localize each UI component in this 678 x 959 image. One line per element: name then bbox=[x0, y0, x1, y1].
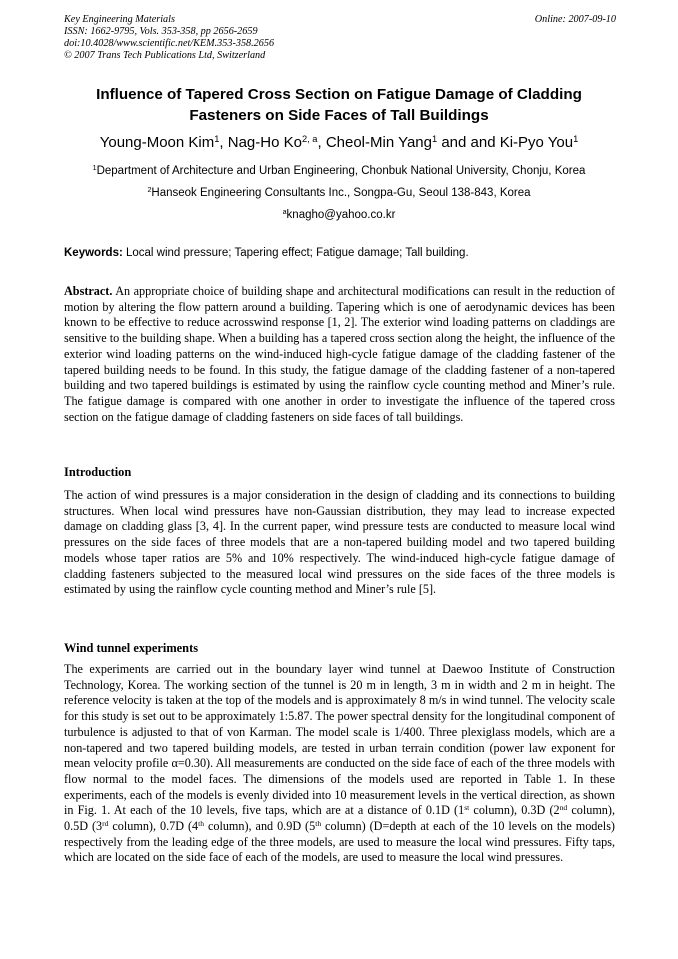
keywords bbox=[64, 246, 624, 261]
author-name: Cheol-Min Yang bbox=[325, 134, 432, 151]
ordinal-suffix: nd bbox=[559, 803, 568, 813]
wind-tunnel-paragraph bbox=[64, 662, 615, 866]
affiliation-1 bbox=[30, 164, 648, 178]
email-text: knagho@yahoo.co.kr bbox=[286, 209, 396, 221]
paragraph-text: column), 0.3D (2 bbox=[469, 803, 560, 818]
ordinal-suffix: rd bbox=[102, 818, 109, 828]
abstract-label: Abstract. bbox=[64, 284, 113, 298]
paragraph-text: The experiments are carried out in the boundary layer wind tunnel at Daewoo Institute of Construction Technology, Korea. The working section of the tunnel is 20 m in length, 3 m in width and 2 m in height. The reference velocity is taken at the top of the models and is approximately 8 m/s in wind tunnel. The velocity scale for this study is set out to be approximately 1:5.87. The power spectral density for the longitudinal component of turbulence is adjusted to that of von Karman. The model scale is 1/400. Three plexiglass models, which are a non-tapered and two tapered building models, are tested in urban terrain condition (power law exponent for mean velocity profile bbox=[64, 662, 615, 771]
paragraph-text: column) (D=depth at each of the 10 levels on the models) respectively from the leading edge of the three models, are used to measure the local wind pressures. Fifty taps, which are located on the side face of each of the models, are used to measure the local wind pressures. bbox=[64, 819, 615, 865]
author-separator: and and bbox=[437, 134, 500, 151]
author-affiliation-mark: 1 bbox=[431, 133, 438, 144]
paragraph-text: column), and 0.9D (5 bbox=[204, 819, 316, 834]
author-separator: , bbox=[219, 134, 228, 151]
affiliation-text: Hanseok Engineering Consultants Inc., Songpa-Gu, Seoul 138-843, Korea bbox=[151, 187, 531, 199]
ordinal-suffix: th bbox=[315, 818, 322, 828]
abstract-text: An appropriate choice of building shape and architectural modifications can result in the reduction of motion by altering the flow pattern around a building. Tapering which is one of aerodynamic devices has been known to be effective to reduce acrosswind response [1, 2]. The exterior wind loading patterns on claddings are sensitive to the building shape. When a building has a tapered cross section along the height, the influence of the exterior wind loading patterns on the wind-induced high-cycle fatigue damage of the cladding fastener of the tapered building needs to be found. In this study, the fatigue damage of the cladding fastener of a non-tapered building and two tapered buildings is estimated by using the rainflow cycle counting method and Miner’s rule. The fatigue damage is compared with one another in order to investigate the influence of the tapered cross section on the fatigue damage of cladding fasteners on side faces of tall buildings. bbox=[64, 284, 615, 424]
paragraph-text: column), 0.5D (3 bbox=[64, 803, 615, 834]
ordinal-suffix: th bbox=[198, 818, 204, 828]
author-affiliation-mark: 1 bbox=[214, 133, 220, 144]
paragraph-text: column), 0.7D (4 bbox=[108, 819, 199, 834]
author-list bbox=[30, 134, 648, 152]
introduction-paragraph: The action of wind pressures is a major consideration in the design of cladding and its connections to building structures. When local wind pressures have non-Gaussian distribution, they may lead to increase expected damage on cladding glass [3, 4]. In the current paper, wind pressure tests are conducted to measure local wind pressures on the side faces of three models that are a non-tapered building model and two tapered building models whose taper ratios are 5% and 10% respectively. The wind-induced high-cycle fatigue damage of cladding fasteners subjected to the measured local wind pressures on the side faces of the three models is estimated by using the rainflow cycle counting method and Miner’s rule [5]. bbox=[64, 488, 615, 597]
journal-issn: ISSN: 1662-9795, Vols. 353-358, pp 2656-2659 bbox=[64, 26, 258, 37]
section-heading-wind-tunnel: Wind tunnel experiments bbox=[64, 641, 199, 655]
alpha-value: α=0.30 bbox=[171, 756, 207, 771]
journal-name: Key Engineering Materials bbox=[64, 14, 175, 25]
affiliation-mark: 2 bbox=[147, 186, 152, 195]
journal-copyright: © 2007 Trans Tech Publications Ltd, Switzerland bbox=[64, 50, 266, 61]
author-name: Ki-Pyo You bbox=[499, 134, 574, 151]
journal-doi: doi:10.4028/www.scientific.net/KEM.353-358.2656 bbox=[64, 38, 275, 49]
author-email bbox=[30, 208, 648, 222]
author-name: Nag-Ho Ko bbox=[227, 134, 302, 151]
affiliation-mark: 1 bbox=[92, 164, 97, 173]
title-line-1: Influence of Tapered Cross Section on Fatigue Damage of Cladding bbox=[96, 86, 582, 103]
author-separator: , bbox=[317, 134, 326, 151]
email-mark: a bbox=[282, 208, 287, 217]
affiliation-2 bbox=[30, 186, 648, 200]
paragraph-text: ). All measurements are conducted on the side face of each of the three models with flow normal to the model faces. The dimensions of the models used are reported in Table 1. In these experiments, each of the models is evenly divided into 10 measurement levels in the vertical direction, as shown in Fig. 1. At each of the 10 levels, five taps, which are at a distance of 0.1D (1 bbox=[64, 756, 615, 818]
journal-header bbox=[64, 14, 616, 62]
keywords-text: Local wind pressure; Tapering effect; Fatigue damage; Tall building. bbox=[122, 247, 469, 259]
affiliation-text: Department of Architecture and Urban Engineering, Chonbuk National University, Chonju, Korea bbox=[96, 165, 586, 177]
online-date: Online: 2007-09-10 bbox=[534, 14, 616, 25]
title-line-2: Fasteners on Side Faces of Tall Buildings bbox=[189, 107, 489, 124]
author-affiliation-mark: 2, a bbox=[301, 133, 318, 144]
author-affiliation-mark: 1 bbox=[573, 133, 579, 144]
author-name: Young-Moon Kim bbox=[99, 134, 215, 151]
ordinal-suffix: st bbox=[464, 803, 470, 813]
section-heading-introduction: Introduction bbox=[64, 465, 132, 479]
abstract bbox=[64, 284, 615, 425]
paper-title bbox=[50, 84, 628, 126]
keywords-label: Keywords: bbox=[64, 247, 123, 259]
